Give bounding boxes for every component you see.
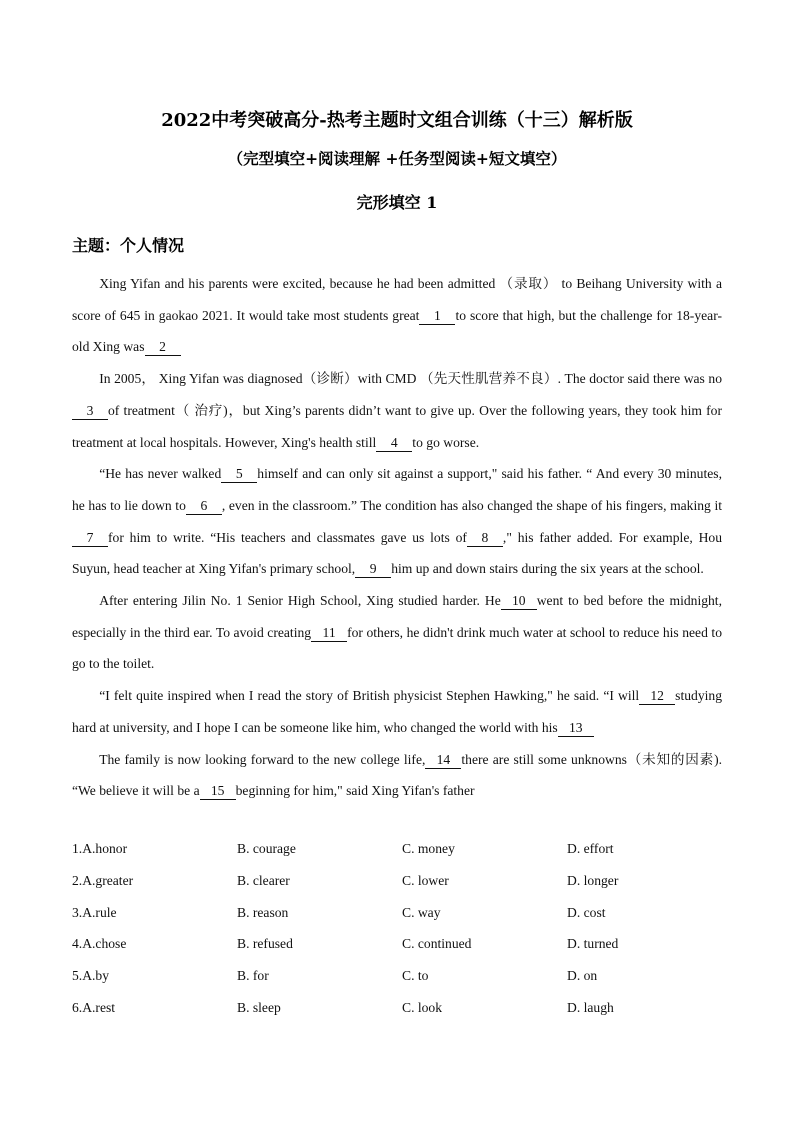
option-row-3 — [72, 905, 732, 937]
blank-3: 3 — [72, 403, 108, 420]
paragraph-text: for him to write. “His teachers and classmates gave us lots of — [108, 529, 467, 545]
blank-6: 6 — [186, 498, 222, 515]
option-a: 1.A.honor — [72, 841, 128, 856]
blank-2: 2 — [145, 339, 181, 356]
blank-4: 4 — [376, 435, 412, 452]
option-row-6 — [72, 1000, 732, 1032]
paragraph-text: , even in the classroom.” The condition has also changed the shape of his fingers, making it — [221, 497, 722, 513]
paragraph-2 — [72, 363, 722, 458]
option-row-1 — [72, 841, 732, 873]
paragraph-text: to go worse. — [412, 434, 480, 450]
option-c: C. lower — [402, 872, 449, 888]
option-a: 4.A.chose — [72, 936, 127, 952]
document-title: 2022中考突破高分-热考主题时文组合训练（十三）解析版 — [161, 110, 633, 131]
paragraph-text: beginning for him," said Xing Yifan's father — [235, 783, 475, 799]
blank-12: 12 — [639, 688, 675, 705]
section-heading: 完形填空 1 — [356, 193, 438, 212]
paragraph-text: Xing Yifan and his parents were excited, because he had been admitted （录取） to Beihang University with a score of 645 in gaokao 2021. It would take most students great — [72, 276, 722, 323]
paragraph-text: there are still some unknowns（未知的因素). “We believe it will be a — [72, 751, 723, 799]
paragraph-text: himself and can only sit against a support," said his father. “ And every 30 minutes, he has to lie down to — [72, 466, 722, 513]
blank-8: 8 — [467, 530, 503, 547]
topic-heading: 主题：个人情况 — [72, 236, 185, 255]
option-b: B. refused — [237, 936, 293, 952]
paragraph-text: After entering Jilin No. 1 Senior High School, Xing studied harder. He — [99, 593, 501, 609]
blank-11: 11 — [311, 625, 347, 642]
blank-9: 9 — [355, 561, 391, 578]
option-b: B. for — [237, 968, 269, 984]
paragraph-text: “I felt quite inspired when I read the story of British physicist Stephen Hawking," he said. “I will — [99, 688, 640, 704]
option-b: B. reason — [237, 904, 289, 920]
option-c: C. continued — [402, 936, 472, 952]
paragraph-6 — [72, 744, 722, 807]
option-row-5 — [72, 968, 732, 1000]
blank-1: 1 — [419, 308, 455, 325]
paragraph-text: went to bed before the midnight, especially in the third ear. To avoid creating — [72, 593, 722, 640]
option-c: C. to — [402, 968, 429, 984]
option-d: D. turned — [567, 936, 619, 952]
blank-13: 13 — [558, 720, 594, 737]
paragraph-4 — [72, 585, 722, 680]
cloze-passage — [72, 268, 722, 807]
option-b: B. clearer — [237, 872, 290, 888]
option-row-2 — [72, 873, 732, 905]
blank-7: 7 — [72, 530, 108, 547]
option-row-4 — [72, 936, 732, 968]
option-a: 3.A.rule — [72, 904, 117, 920]
paragraph-text: him up and down stairs during the six years at the school. — [391, 561, 704, 577]
paragraph-3 — [72, 458, 722, 585]
option-b: B. sleep — [237, 999, 281, 1015]
paragraph-text: for others, he didn't drink much water at school to reduce his need to go to the toilet. — [72, 624, 722, 672]
paragraph-text: to score that high, but the challenge for 18-year-old Xing was — [72, 307, 722, 355]
option-c: C. money — [402, 841, 455, 856]
paragraph-text: studying hard at university, and I hope I can be someone like him, who changed the world with his — [72, 688, 722, 735]
option-c: C. look — [402, 999, 443, 1015]
option-d: D. laugh — [567, 999, 614, 1015]
option-d: D. longer — [567, 872, 619, 888]
option-a: 5.A.by — [72, 968, 110, 984]
blank-5: 5 — [221, 466, 257, 483]
paragraph-text: In 2005， Xing Yifan was diagnosed（诊断）with CMD （先天性肌营养不良）. The doctor said there was no — [99, 371, 722, 387]
option-a: 2.A.greater — [72, 872, 134, 888]
paragraph-text: “He has never walked — [99, 466, 222, 482]
option-d: D. effort — [567, 841, 614, 856]
paragraph-1 — [72, 268, 722, 363]
blank-15: 15 — [200, 783, 236, 800]
answer-options — [72, 841, 732, 1032]
blank-10: 10 — [501, 593, 537, 610]
paragraph-text: ," his father added. For example, Hou Suyun, head teacher at Xing Yifan's primary school, — [72, 529, 722, 577]
option-d: D. on — [567, 968, 598, 984]
paragraph-text: The family is now looking forward to the new college life, — [99, 751, 426, 767]
option-c: C. way — [402, 904, 441, 920]
option-b: B. courage — [237, 841, 296, 856]
document-subtitle: （完型填空+阅读理解 +任务型阅读+短文填空） — [227, 149, 567, 168]
option-a: 6.A.rest — [72, 999, 116, 1015]
paragraph-5 — [72, 680, 722, 743]
paragraph-text: of treatment（ 治疗)，but Xing’s parents didn’t want to give up. Over the following years, they took him for treatment at local hospitals. However, Xing's health still — [72, 402, 722, 450]
option-d: D. cost — [567, 904, 606, 920]
blank-14: 14 — [425, 752, 461, 769]
